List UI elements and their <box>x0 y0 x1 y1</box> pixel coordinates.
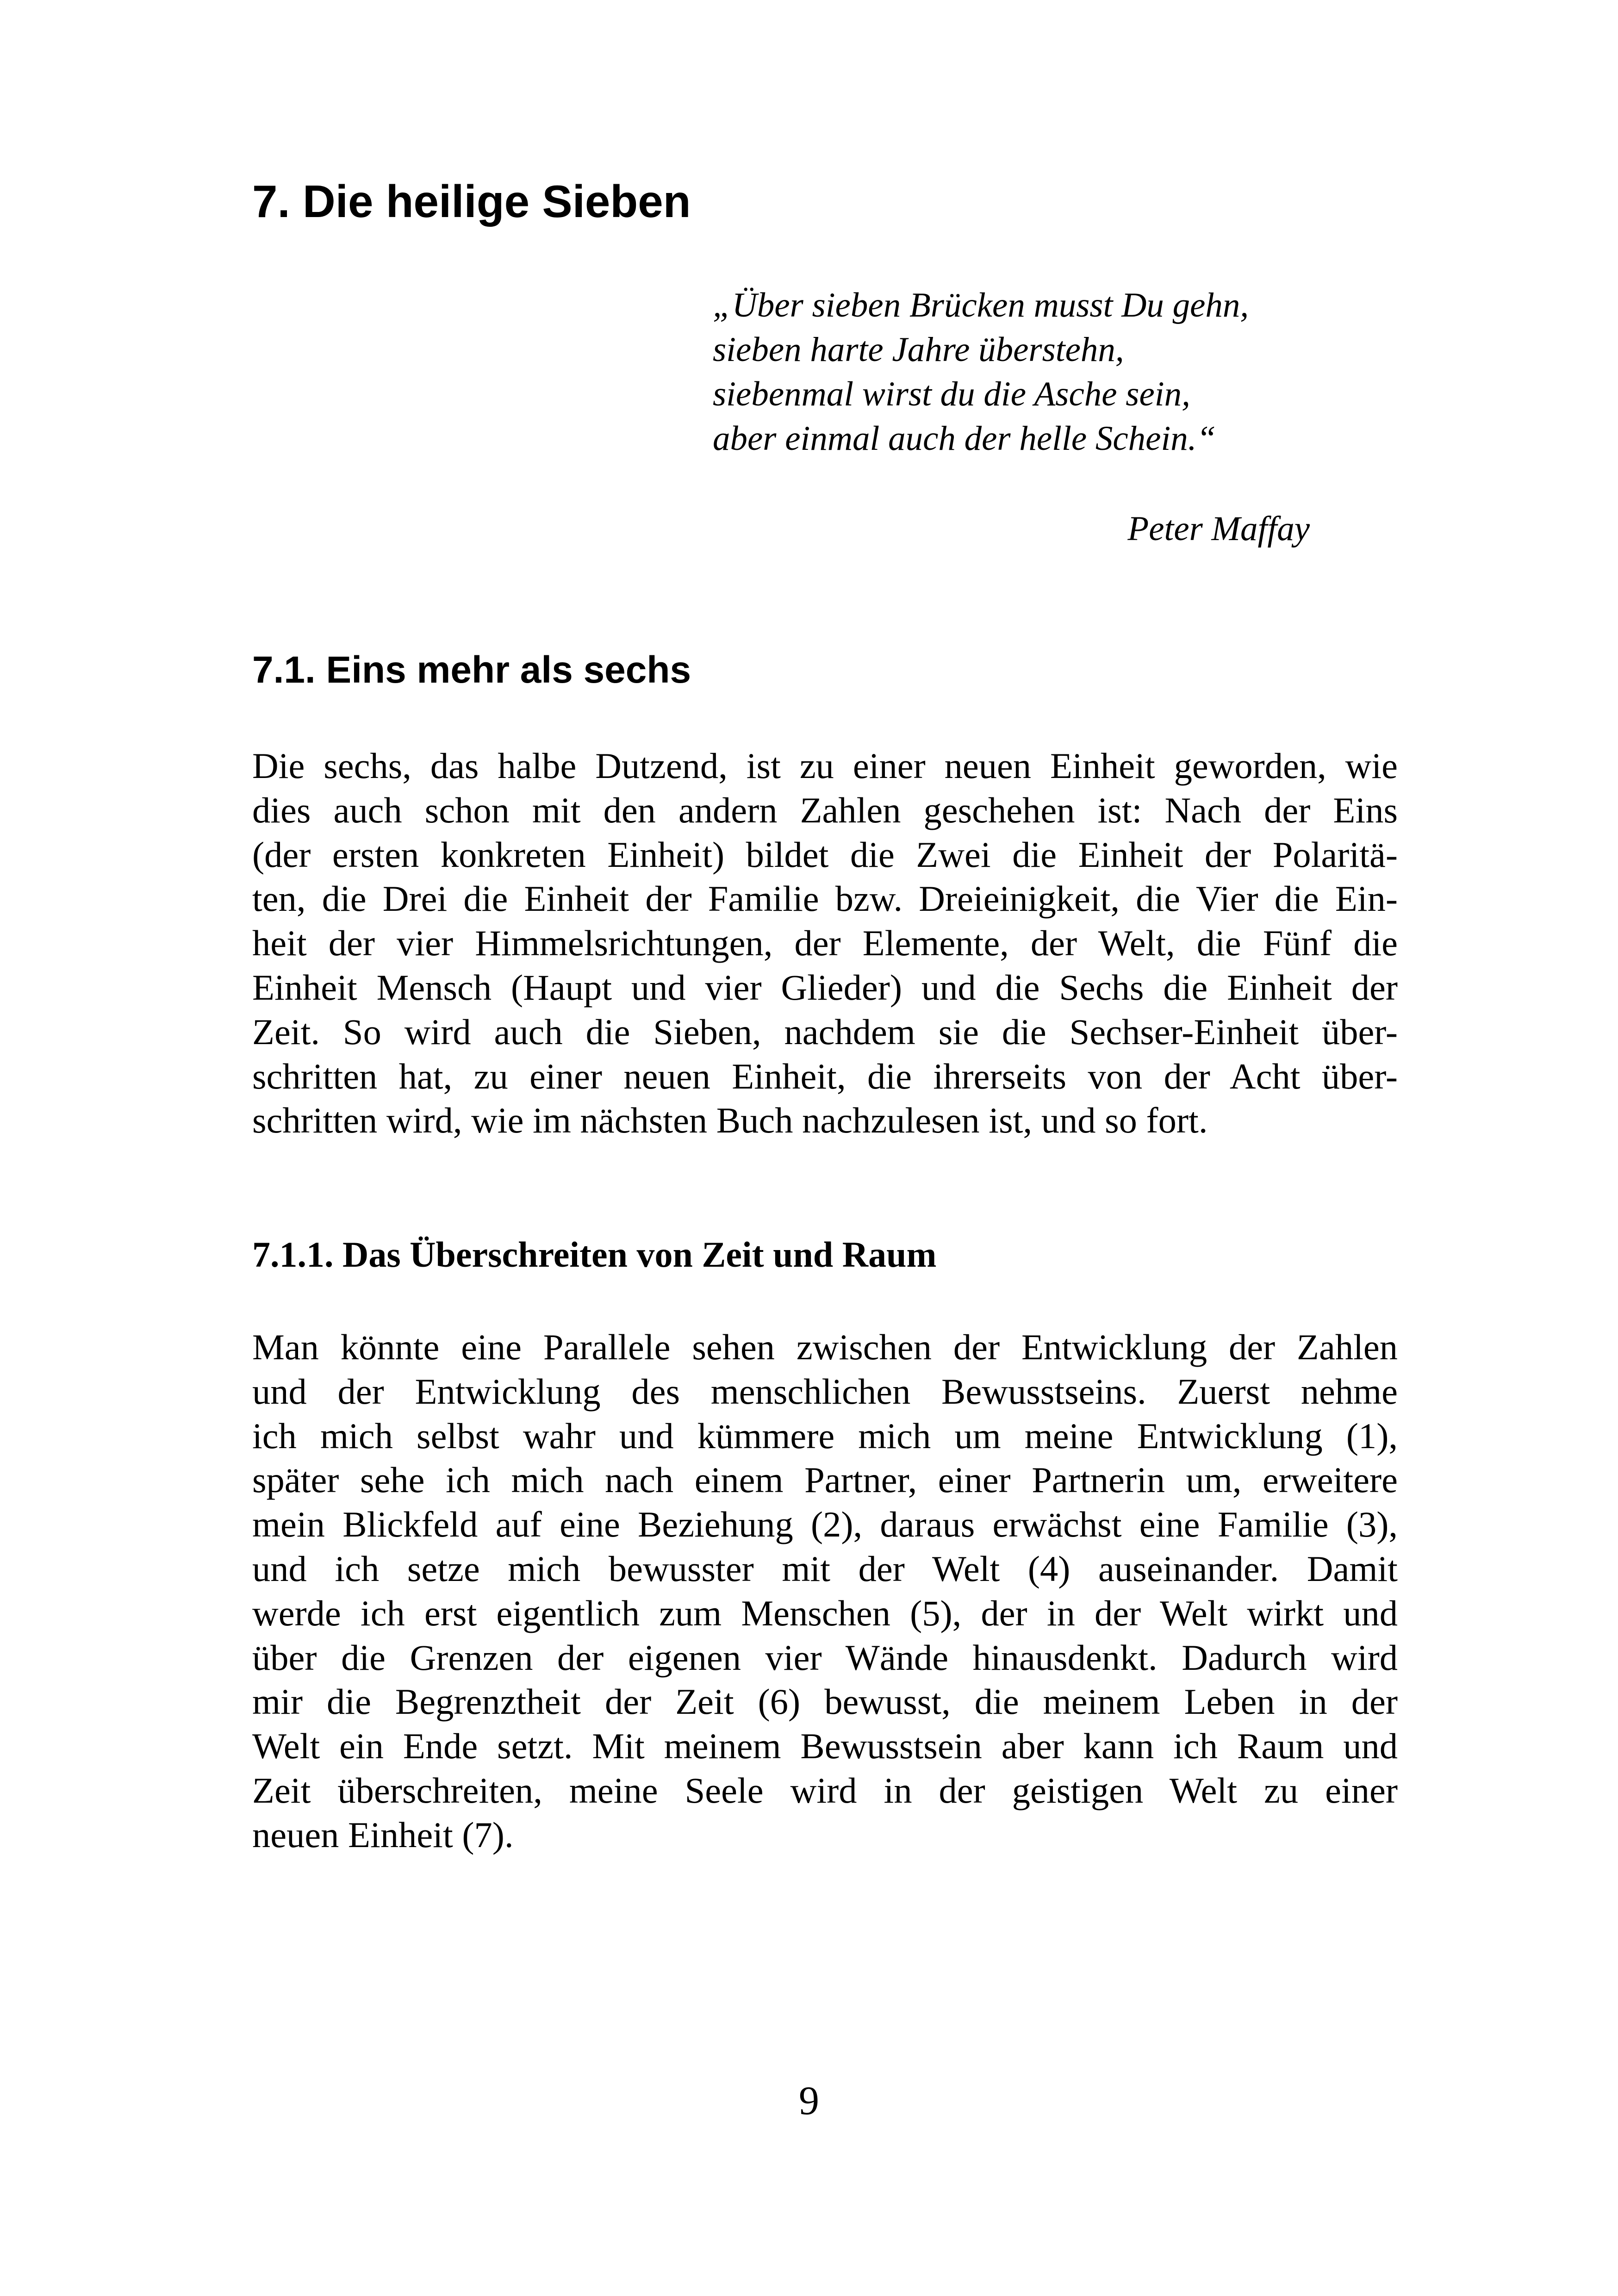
paragraph-line: ten, die Drei die Einheit der Familie bzw. Dreieinigkeit, die Vier die Ein- <box>252 878 1398 919</box>
subsection-paragraph <box>252 1325 1398 1857</box>
subsection-title: 7.1.1. Das Überschreiten von Zeit und Raum <box>252 1234 937 1275</box>
epigraph-line: „Über sieben Brücken musst Du gehn, <box>713 286 1249 324</box>
page-number: 9 <box>799 2078 819 2123</box>
paragraph-line: später sehe ich mich nach einem Partner, einer Partnerin um, erweitere <box>252 1460 1398 1500</box>
paragraph-line: und ich setze mich bewusster mit der Welt (4) auseinander. Damit <box>252 1548 1398 1589</box>
section-title: 7.1. Eins mehr als sechs <box>252 649 691 691</box>
paragraph-line: schritten hat, zu einer neuen Einheit, die ihrerseits von der Acht über- <box>252 1056 1398 1096</box>
paragraph-line: heit der vier Himmelsrichtungen, der Elemente, der Welt, die Fünf die <box>252 923 1398 964</box>
section-paragraph <box>252 744 1398 1143</box>
paragraph-line: werde ich erst eigentlich zum Menschen (5), der in der Welt wirkt und <box>252 1593 1398 1633</box>
epigraph-line: aber einmal auch der helle Schein.“ <box>713 419 1216 458</box>
paragraph-line: mein Blickfeld auf eine Beziehung (2), daraus erwächst eine Familie (3), <box>252 1504 1398 1545</box>
paragraph-line: (der ersten konkreten Einheit) bildet die Zwei die Einheit der Polaritä- <box>252 834 1398 875</box>
paragraph-line: Zeit überschreiten, meine Seele wird in der geistigen Welt zu einer <box>252 1770 1398 1811</box>
epigraph-author: Peter Maffay <box>1127 510 1310 548</box>
paragraph-line: Die sechs, das halbe Dutzend, ist zu einer neuen Einheit geworden, wie <box>252 746 1398 786</box>
paragraph-line: mir die Begrenztheit der Zeit (6) bewusst, die meinem Leben in der <box>252 1681 1398 1722</box>
chapter-title: 7. Die heilige Sieben <box>252 176 691 227</box>
paragraph-line: Einheit Mensch (Haupt und vier Glieder) und die Sechs die Einheit der <box>252 967 1398 1008</box>
paragraph-line: Man könnte eine Parallele sehen zwischen der Entwicklung der Zahlen <box>252 1327 1398 1367</box>
paragraph-line: Zeit. So wird auch die Sieben, nachdem sie die Sechser-Einheit über- <box>252 1011 1398 1052</box>
paragraph-line: schritten wird, wie im nächsten Buch nachzulesen ist, und so fort. <box>252 1100 1208 1141</box>
epigraph-line: siebenmal wirst du die Asche sein, <box>713 375 1190 413</box>
epigraph-quote <box>713 283 1310 461</box>
paragraph-line: über die Grenzen der eigenen vier Wände hinausdenkt. Dadurch wird <box>252 1637 1398 1678</box>
paragraph-line: dies auch schon mit den andern Zahlen geschehen ist: Nach der Eins <box>252 790 1398 830</box>
paragraph-line: neuen Einheit (7). <box>252 1814 514 1855</box>
paragraph-line: ich mich selbst wahr und kümmere mich um meine Entwicklung (1), <box>252 1415 1398 1456</box>
paragraph-line: und der Entwicklung des menschlichen Bewusstseins. Zuerst nehme <box>252 1371 1398 1412</box>
paragraph-line: Welt ein Ende setzt. Mit meinem Bewusstsein aber kann ich Raum und <box>252 1726 1398 1767</box>
epigraph-line: sieben harte Jahre überstehn, <box>713 330 1124 369</box>
